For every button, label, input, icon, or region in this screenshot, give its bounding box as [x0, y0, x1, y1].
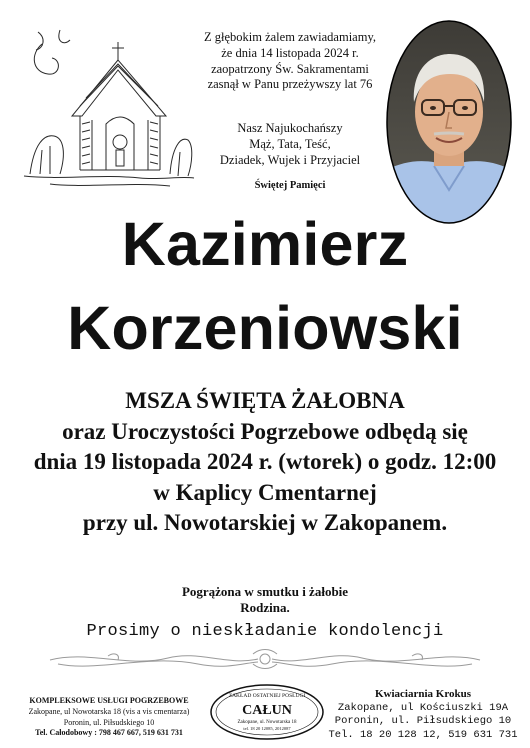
intro-line: zaopatrzony Św. Sakramentami	[211, 61, 369, 76]
family-line: Dziadek, Wujek i Przyjaciel	[219, 152, 361, 167]
logo-address: Zakopane, ul. Nowotarska 18	[237, 720, 297, 725]
intro-line: Z głębokim żalem zawiadamiamy,	[203, 30, 377, 44]
florist-title: Kwiaciarnia Krokus	[374, 688, 472, 700]
logo-name: CAŁUN	[242, 703, 292, 718]
florist-info	[318, 688, 528, 742]
deceased-last-name: Korzeniowski	[67, 294, 463, 362]
funeral-services-phone: Tel. Całodobowy : 798 467 667, 519 631 731	[35, 728, 183, 738]
family-signature	[0, 584, 530, 615]
florist-phone: Tel. 18 20 128 12, 519 631 731	[328, 728, 518, 741]
florist-address: Poronin, ul. Piłsudskiego 10	[334, 715, 512, 727]
intro-line: że dnia 14 listopada 2024 r.	[221, 45, 359, 60]
funeral-services-address: Zakopane, ul Nowotarska 18 (vis a vis cmentarza)	[28, 706, 190, 716]
intro-text	[196, 30, 384, 93]
funeral-services-address: Poronin, ul. Piłsudskiego 10	[63, 717, 155, 727]
in-memory-label: Świętej Pamięci	[254, 180, 326, 191]
mass-announcement	[0, 386, 530, 539]
mass-line: przy ul. Nowotarskiej w Zakopanem.	[82, 510, 448, 535]
signature-line: Pogrążona w smutku i żałobie	[181, 584, 349, 599]
signature-line: Rodzina.	[240, 599, 290, 615]
family-text	[196, 121, 384, 168]
funeral-services-title: KOMPLEKSOWE USŁUGI POGRZEBOWE	[29, 696, 189, 705]
calun-logo	[208, 682, 326, 742]
family-line: Nasz Najukochańszy	[237, 121, 343, 135]
mass-line: w Kaplicy Cmentarnej	[153, 479, 377, 505]
family-line: Mąż, Tata, Teść,	[249, 136, 331, 151]
ornamental-divider	[48, 646, 482, 672]
mass-line: dnia 19 listopada 2024 r. (wtorek) o godz. 12:00	[33, 449, 497, 474]
portrait-photo	[386, 20, 512, 224]
logo-top-text: ZAKŁAD OSTATNIEJ POSŁUGI	[228, 693, 306, 699]
funeral-services-info	[4, 696, 214, 739]
mass-line: oraz Uroczystości Pogrzebowe odbędą się	[62, 418, 468, 444]
intro-line: zasnął w Panu przeżywszy lat 76	[207, 77, 373, 92]
no-condolences-note: Prosimy o nieskładanie kondolencji	[86, 622, 444, 641]
florist-address: Zakopane, ul Kościuszki 19A	[337, 701, 509, 714]
logo-phone: tel. 18 20 12085, 2012087	[243, 726, 291, 731]
chapel-illustration	[20, 24, 196, 192]
deceased-first-name: Kazimierz	[121, 210, 409, 278]
mass-line: MSZA ŚWIĘTA ŻAŁOBNA	[125, 388, 405, 413]
